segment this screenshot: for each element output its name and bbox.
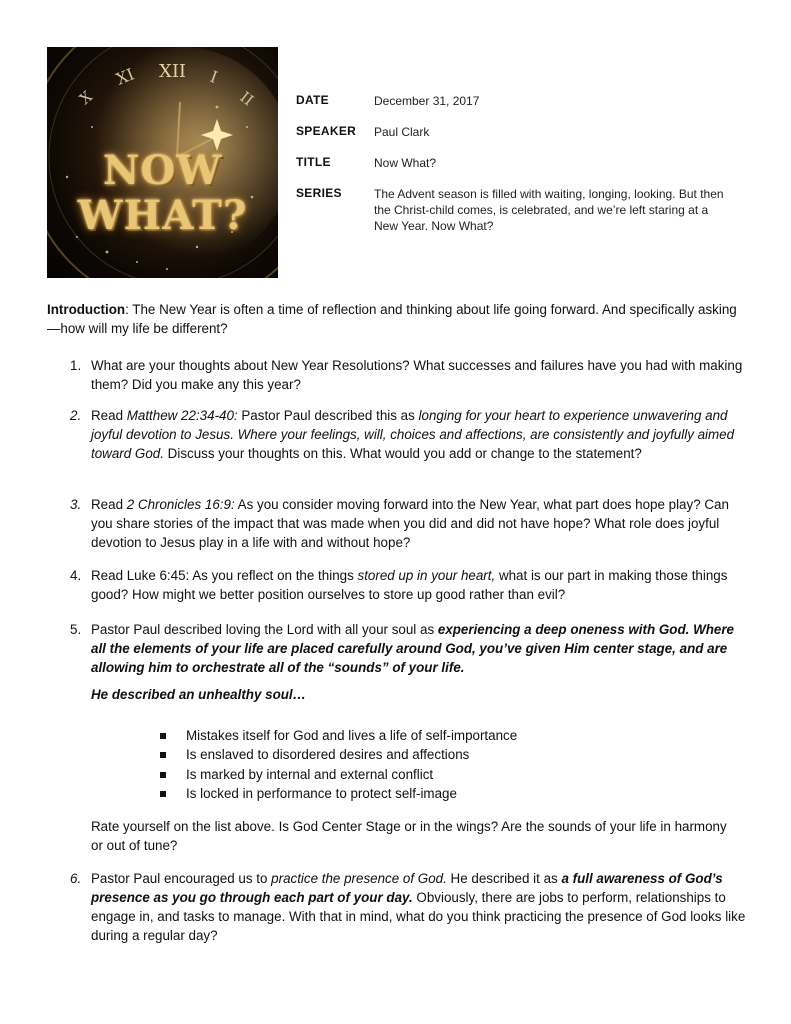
q2-part-b: Pastor Paul described this as [237, 408, 419, 423]
q3-part-b: As you consider moving forward into the New Year, what part does hope play? Can you share stories of the impact that was made when you did and did not have hope? What role does joyful devotion to Jesus play in a life with and without hope? [91, 497, 729, 550]
clock-numeral: X [76, 87, 96, 109]
scripture-reference: Matthew 22:34-40: [126, 408, 238, 423]
pastor-quote: practice the presence of God. [271, 871, 447, 886]
question-2 [70, 406, 750, 463]
question-text [91, 406, 750, 463]
speaker-label: SPEAKER [296, 124, 357, 138]
question-number: 1. [70, 358, 82, 373]
meta-row-series [296, 186, 746, 234]
q6-part-c: Obviously, there are jobs to perform, relationships to engage in, and tasks to manage. With that in mind, what do you think practicing the presence of God looks like during a regular day? [91, 890, 746, 943]
list-item: Is marked by internal and external conflict [160, 765, 517, 784]
pastor-quote: longing for your heart to experience unwavering and joyful devotion to Jesus. Where your feelings, will, choices and affections, are consistently and joyfully aimed toward God. [91, 408, 735, 461]
q2-part-c: Discuss your thoughts on this. What would you add or change to the statement? [163, 446, 642, 461]
title-value: Now What? [374, 156, 437, 170]
question-number: 5. [70, 622, 82, 637]
unhealthy-soul-list [160, 726, 517, 803]
question-3 [70, 495, 750, 552]
question-text [91, 869, 750, 945]
square-bullet-icon [160, 772, 166, 778]
unhealthy-soul-heading: He described an unhealthy soul… [91, 687, 307, 702]
clock-numeral: I [207, 66, 221, 87]
question-4 [70, 566, 750, 604]
question-text [91, 566, 750, 604]
square-bullet-icon [160, 791, 166, 797]
q4-part-a: Read Luke 6:45: As you reflect on the things [91, 568, 358, 583]
q5-part-a: Pastor Paul described loving the Lord with all your soul as [91, 622, 438, 637]
question-number: 4. [70, 568, 82, 583]
speaker-value: Paul Clark [374, 125, 430, 139]
title-label: TITLE [296, 155, 331, 169]
rate-yourself-text: Rate yourself on the list above. Is God Center Stage or in the wings? Are the sounds of your life in harmony or out of tune? [91, 819, 727, 853]
question-1 [70, 356, 750, 394]
clock-numerals [47, 47, 278, 127]
question-text [91, 495, 750, 552]
list-item: Is enslaved to disordered desires and affections [160, 745, 517, 764]
list-item: Is locked in performance to protect self-image [160, 784, 517, 803]
scripture-reference: 2 Chronicles 16:9: [126, 497, 235, 512]
square-bullet-icon [160, 752, 166, 758]
list-item: Mistakes itself for God and lives a life of self-importance [160, 726, 517, 745]
series-value: The Advent season is filled with waiting, longing, looking. But then the Christ-child comes, is celebrated, and we’re left staring at a New Year. Now What? [374, 187, 724, 233]
artwork-title-line1: NOW [102, 147, 223, 194]
introduction-text: : The New Year is often a time of reflection and thinking about life going forward. And specifically asking—how will my life be different? [47, 302, 737, 336]
artwork-title-line2: WHAT? [77, 192, 248, 239]
question-6 [70, 869, 750, 945]
clock-numeral: II [236, 87, 257, 110]
q3-part-a: Read [91, 497, 127, 512]
series-artwork [47, 47, 278, 278]
pastor-quote: experiencing a deep oneness with God. Where all the elements of your life are placed carefully around God, you’ve given Him center stage, and are allowing him to orchestrate all of the “sounds” of your life. [91, 622, 735, 675]
question-number: 6. [70, 871, 82, 886]
question-5 [70, 620, 750, 677]
pastor-quote: a full awareness of God’s presence as you go through each part of your day. [91, 871, 723, 905]
q4-part-b: what is our part in making those things good? How might we better position ourselves to store up good rather than evil? [91, 568, 728, 602]
clock-numeral: XI [113, 64, 137, 89]
question-text: What are your thoughts about New Year Resolutions? What successes and failures have you had with making them? Did you make any this year? [91, 358, 743, 392]
q2-part-a: Read [91, 408, 127, 423]
square-bullet-icon [160, 733, 166, 739]
q6-part-a: Pastor Paul encouraged us to [91, 871, 272, 886]
date-value: December 31, 2017 [374, 94, 480, 108]
meta-row-date [296, 93, 746, 109]
introduction-label: Introduction [47, 302, 126, 317]
meta-row-title [296, 155, 746, 171]
q6-part-b: He described it as [446, 871, 562, 886]
question-number: 3. [70, 497, 82, 512]
pastor-quote: stored up in your heart, [357, 568, 496, 583]
introduction [47, 300, 747, 338]
date-label: DATE [296, 93, 329, 107]
clock-numeral: XII [159, 61, 187, 82]
sermon-metadata [296, 93, 746, 249]
question-text [91, 620, 750, 677]
meta-row-speaker [296, 124, 746, 140]
series-label: SERIES [296, 186, 342, 200]
question-number: 2. [70, 408, 82, 423]
